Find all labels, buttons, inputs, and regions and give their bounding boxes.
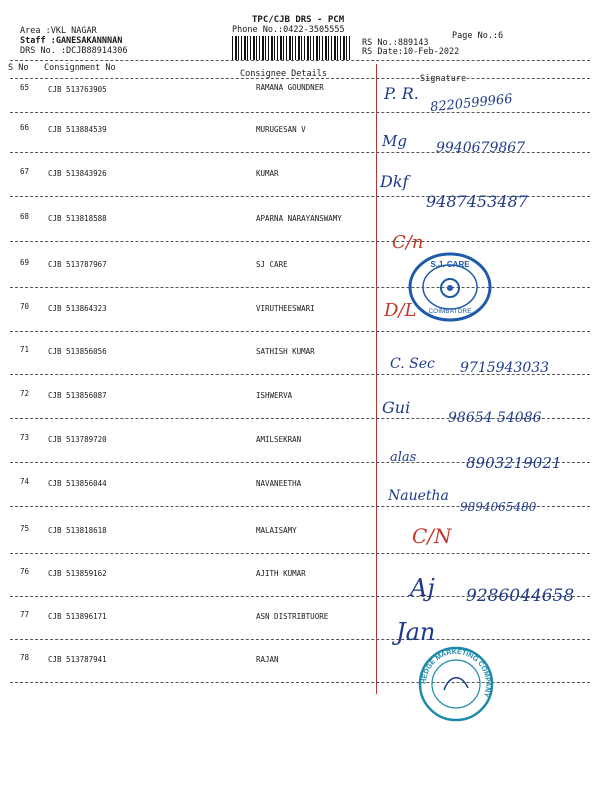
row-sno: 76 [20, 567, 30, 576]
row-sno: 70 [20, 302, 30, 311]
row-consignment-no: CJB 513789720 [48, 435, 107, 444]
row-consignee-name: APARNA NARAYANSWAMY [256, 214, 342, 223]
row-consignee-name: KUMAR [256, 169, 279, 178]
row-consignment-no: CJB 513843926 [48, 169, 107, 178]
row-consignee-name: VIRUTHEESWARI [256, 304, 315, 313]
row-sno: 67 [20, 167, 30, 176]
col-header-consignment: Consignment No [44, 63, 116, 73]
document-title: TPC/CJB DRS - PCM [252, 15, 345, 25]
row-consignment-no: CJB 513884539 [48, 125, 107, 134]
signature-row-76-phone: 9286044658 [466, 586, 575, 606]
signature-row-66-phone: 9940679867 [436, 140, 526, 156]
row-consignment-no: CJB 513763905 [48, 85, 107, 94]
row-consignment-no: CJB 513864323 [48, 304, 107, 313]
row-consignee-name: ASN DISTRIBTUORE [256, 612, 329, 621]
stamp-text-bottom: COIMBATORE [428, 308, 472, 315]
row-sno: 69 [20, 258, 30, 267]
row-consignee-name: SJ CARE [256, 260, 288, 269]
signature-row-71-phone: 9715943033 [460, 360, 550, 376]
row-separator [10, 682, 590, 683]
stamp-text-top: S.J. CARE [430, 260, 470, 269]
col-header-signature: Signature [420, 74, 467, 84]
row-consignment-no: CJB 513787941 [48, 655, 107, 664]
row-consignment-no: CJB 513856087 [48, 391, 107, 400]
col-header-consignee: Consignee Details [240, 69, 327, 79]
row-sno: 74 [20, 477, 30, 486]
row-separator [10, 287, 590, 288]
signature-row-77: Jan [396, 618, 436, 646]
row-consignee-name: NAVANEETHA [256, 479, 302, 488]
drs-number: DRS No. :DCJB88914306 [20, 46, 128, 56]
row-consignee-name: RAMANA GOUNDNER [256, 83, 324, 92]
signature-row-71: C. Sec [390, 356, 435, 372]
row-consignee-name: SATHISH KUMAR [256, 347, 315, 356]
row-sno: 66 [20, 123, 30, 132]
signature-row-74: Nauetha [388, 488, 449, 504]
row-sno: 75 [20, 524, 30, 533]
barcode [232, 36, 352, 60]
signature-row-67: Dkf [380, 172, 409, 191]
phone-number: Phone No.:0422-3505555 [232, 25, 345, 35]
row-consignment-no: CJB 513856056 [48, 347, 107, 356]
staff-label: Staff :GANESAKANNNAN [20, 36, 123, 46]
row-consignment-no: CJB 513856044 [48, 479, 107, 488]
row-consignee-name: AMILSEKRAN [256, 435, 302, 444]
row-consignment-no: CJB 513818618 [48, 526, 107, 535]
row-consignment-no: CJB 513859162 [48, 569, 107, 578]
row-consignee-name: MURUGESAN V [256, 125, 306, 134]
row-consignee-name: ISHWERVA [256, 391, 293, 400]
row-separator [10, 639, 590, 640]
sj-care-stamp [406, 250, 494, 324]
area-label: Area :VKL NAGAR [20, 26, 97, 36]
signature-row-65: P. R. [384, 84, 419, 103]
col-header-sno: S No [8, 63, 29, 73]
row-consignment-no: CJB 513818588 [48, 214, 107, 223]
row-separator [10, 112, 590, 113]
signature-row-65-phone: 8220599966 [429, 91, 514, 116]
hedge-company-stamp [416, 644, 496, 724]
signature-row-74-phone: 9894065480 [460, 500, 537, 514]
signature-row-70: D/L [384, 300, 417, 321]
row-sno: 78 [20, 653, 30, 662]
signature-row-68: C/n [392, 232, 424, 253]
row-separator [10, 241, 590, 242]
row-sno: 73 [20, 433, 30, 442]
signature-row-73: alas [390, 450, 417, 465]
header-bottom-rule [10, 78, 590, 79]
header-top-rule [10, 60, 590, 61]
row-consignee-name: RAJAN [256, 655, 279, 664]
rs-date: RS Date:10-Feb-2022 [362, 47, 460, 57]
row-sno: 72 [20, 389, 30, 398]
page-number: Page No.:6 [452, 31, 504, 41]
row-sno: 77 [20, 610, 30, 619]
stamp-ring-text: HEDGE MARKETING COMPANY [420, 648, 492, 698]
row-consignment-no: CJB 513787967 [48, 260, 107, 269]
row-consignee-name: MALAISAMY [256, 526, 297, 535]
row-sno: 65 [20, 83, 30, 92]
signature-column-rule [376, 64, 377, 694]
row-sno: 71 [20, 345, 30, 354]
signature-row-67-phone: 9487453487 [426, 192, 528, 211]
signature-row-75: C/N [412, 524, 452, 548]
signature-row-76: Aj [410, 574, 435, 602]
signature-row-66: Mg [382, 132, 407, 150]
row-sno: 68 [20, 212, 30, 221]
row-separator [10, 553, 590, 554]
rs-number: RS No.:889143 [362, 38, 429, 48]
row-consignment-no: CJB 513896171 [48, 612, 107, 621]
signature-row-73-phone: 8903219021 [466, 454, 562, 472]
signature-row-72: Gui [382, 398, 411, 417]
row-separator [10, 331, 590, 332]
signature-row-72-phone: 98654 54086 [448, 410, 542, 426]
row-consignee-name: AJITH KUMAR [256, 569, 306, 578]
